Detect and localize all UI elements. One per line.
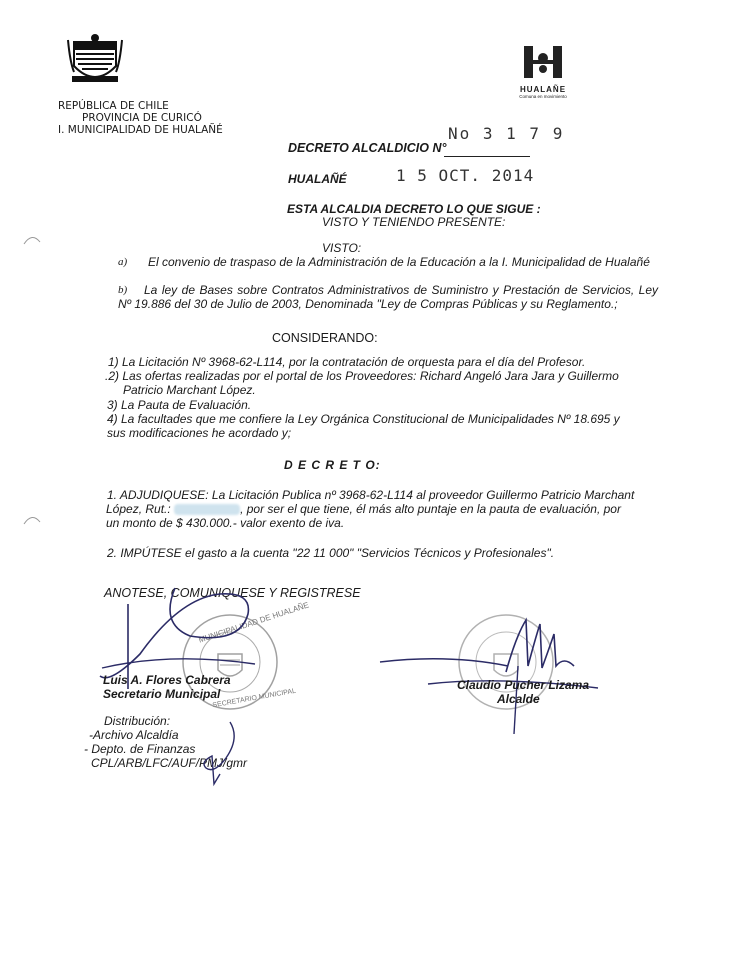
distribution-item-1: -Archivo Alcaldía <box>89 728 179 742</box>
logo-slogan: Comuna en movimiento <box>519 94 567 99</box>
considerando-item-3: 3) La Pauta de Evaluación. <box>107 398 252 412</box>
decreto-p1-line2 <box>106 502 621 516</box>
visto-a-marker: a) <box>118 256 128 268</box>
distribution-title: Distribución: <box>104 714 171 728</box>
right-signer-name: Claudio Pucher Lizama <box>457 678 590 692</box>
decreto-p1-line2b: , por ser el que tiene, él más alto puntaje en la pauta de evaluación, por <box>240 502 621 516</box>
coat-of-arms-logo <box>66 32 124 90</box>
decreto-p1-line2a: López, Rut.: <box>106 502 171 516</box>
left-signer-name: Luis A. Flores Cabrera <box>103 673 231 687</box>
left-stamp-text: MUNICIPALIDAD DE HUALAÑE <box>197 600 311 645</box>
header-municipality: I. MUNICIPALIDAD DE HUALAÑÉ <box>58 124 223 136</box>
decreto-p2-b: el gasto a la cuenta "22 11 000" "Servicios Técnicos y Profesionales". <box>181 546 555 560</box>
visto-title: VISTO: <box>322 241 362 255</box>
punch-hole-top <box>22 232 42 246</box>
visto-b-marker: b) <box>118 284 128 296</box>
considerando-title: CONSIDERANDO: <box>272 331 378 345</box>
punch-hole-bottom <box>22 512 42 526</box>
distribution-item-2: - Depto. de Finanzas <box>84 742 196 756</box>
header-country: REPÚBLICA DE CHILE <box>58 100 169 112</box>
left-signer-title: Secretario Municipal <box>103 687 221 701</box>
redacted-rut <box>174 504 240 515</box>
decree-date: 1 5 OCT. 2014 <box>396 166 535 185</box>
hualane-logo <box>518 44 568 104</box>
decreto-p2 <box>107 546 554 560</box>
visto-a-text: El convenio de traspaso de la Administración de la Educación a la I. Municipalidad de Hualañé <box>148 255 650 269</box>
decree-intro: ESTA ALCALDIA DECRETO LO QUE SIGUE : <box>287 202 541 216</box>
considerando-item-2b: Patricio Marchant López. <box>123 383 256 397</box>
considerando-item-2: .2) Las ofertas realizadas por el portal de los Proveedores: Richard Angeló Jara Jara y Guillermo <box>105 369 619 383</box>
considerando-item-1: 1) La Licitación Nº 3968-62-L114, por la contratación de orquesta para el día del Profesor. <box>108 355 586 369</box>
left-stamp-bottom: SECRETARIO MUNICIPAL <box>212 687 297 710</box>
closing-text: ANOTESE, COMUNIQUESE Y REGISTRESE <box>104 586 361 600</box>
visto-teniendo: VISTO Y TENIENDO PRESENTE: <box>322 215 506 229</box>
decree-label: DECRETO ALCALDICIO N° <box>288 141 447 155</box>
decreto-title: D E C R E T O: <box>284 458 381 472</box>
decreto-p1-line1: 1. ADJUDIQUESE: La Licitación Publica nº 3968-62-L114 al proveedor Guillermo Patricio Marchant <box>107 488 635 502</box>
header-province: PROVINCIA DE CURICÓ <box>82 112 202 124</box>
logo-text: HUALAÑE <box>519 85 567 94</box>
right-signer-title: Alcalde <box>497 692 540 706</box>
initials-mark <box>196 718 246 788</box>
decree-number-line <box>444 156 530 157</box>
visto-b-text: La ley de Bases sobre Contratos Administrativos de Suministro y Prestación de Servicios, Ley Nº 19.886 del 30 de Julio de 2003, Denominada "Ley de Compras Públicas y su Reglamento.; <box>118 283 658 311</box>
decreto-p2-a: 2. IMPÚTESE <box>107 546 182 560</box>
distribution-item-3: CPL/ARB/LFC/AUF/PMJ/gmr <box>91 756 248 770</box>
considerando-item-4: 4) La facultades que me confiere la Ley Orgánica Constitucional de Municipalidades Nº 18.695 y <box>107 412 620 426</box>
considerando-item-4b: sus modificaciones he acordado y; <box>107 426 292 440</box>
decreto-p1-line3: un monto de $ 430.000.- valor exento de iva. <box>106 516 345 530</box>
decree-place: HUALAÑÉ <box>288 172 347 186</box>
decree-number: No 3 1 7 9 <box>448 124 565 143</box>
right-signature <box>378 606 608 736</box>
